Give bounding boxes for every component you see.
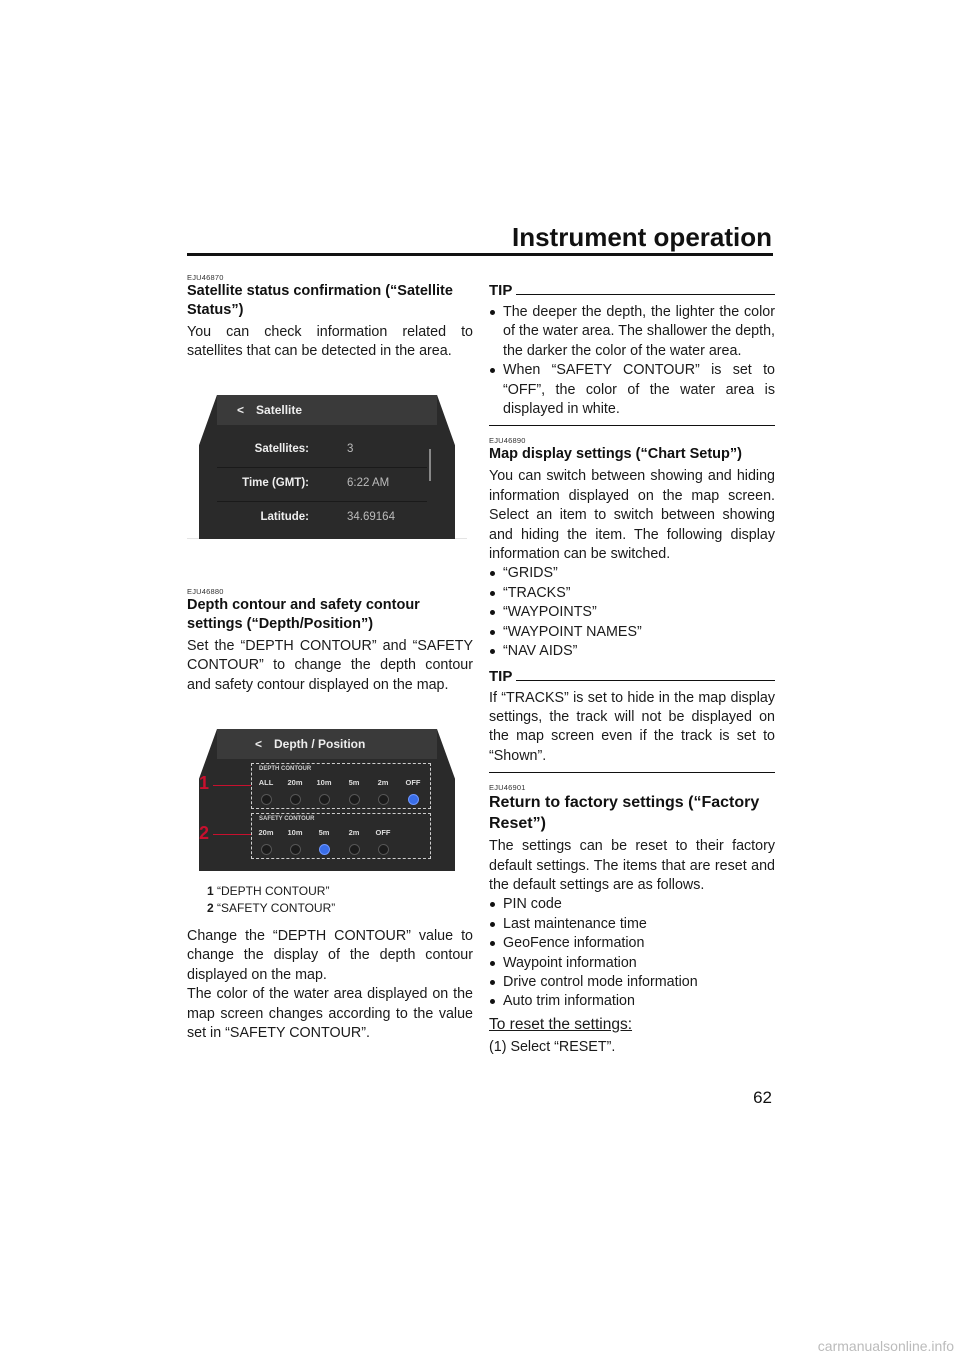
callout-2: 2 xyxy=(199,823,210,844)
section-title-factory-reset: Return to factory settings (“Factory Reset”) xyxy=(489,794,760,833)
depth-radio[interactable] xyxy=(349,794,360,805)
safety-option[interactable]: OFF xyxy=(375,828,391,838)
sat-key: Satellites: xyxy=(254,442,309,455)
section-body-chart-setup: You can switch between showing and hiding information displayed on the map screen. Select an item to switch between showing and hiding the item. The following display information can be switched. xyxy=(489,468,775,563)
depth-radio[interactable] xyxy=(378,794,389,805)
section-title-chart-setup: Map display settings (“Chart Setup”) xyxy=(489,446,742,463)
depth-option[interactable]: 20m xyxy=(287,778,303,788)
sat-value: 6:22 AM xyxy=(347,476,390,489)
section-title-satellite: Satellite status confirmation (“Satellite Status”) xyxy=(187,283,453,318)
factory-reset-list xyxy=(489,895,775,1011)
callout-1-line xyxy=(213,785,251,786)
header-rule xyxy=(187,253,773,256)
depth-contour-label: DEPTH CONTOUR xyxy=(259,766,312,773)
right-column xyxy=(489,282,775,1057)
tip-heading: TIP xyxy=(489,282,775,299)
tip-end-rule xyxy=(489,425,775,426)
safety-option[interactable]: 10m xyxy=(287,828,303,838)
section-title-depth: Depth contour and safety contour settings (“Depth/Position”) xyxy=(187,596,420,632)
section-code: EJU46880 xyxy=(187,586,224,596)
left-column xyxy=(187,273,473,1043)
list-item: “WAYPOINT NAMES” xyxy=(489,623,775,642)
satellite-screen xyxy=(187,395,467,539)
sat-row xyxy=(217,501,427,535)
back-chevron-icon[interactable]: < xyxy=(255,737,263,752)
chart-setup-list xyxy=(489,564,775,661)
page-number: 62 xyxy=(753,1088,772,1107)
list-item: “WAYPOINTS” xyxy=(489,603,775,622)
list-item: GeoFence information xyxy=(489,934,775,953)
sat-value: 3 xyxy=(347,442,354,455)
safety-contour-group xyxy=(251,813,431,859)
watermark: carmanualsonline.info xyxy=(817,1338,954,1354)
callout-2-line xyxy=(213,834,251,835)
procedure-step: (1) Select “RESET”. xyxy=(489,1038,616,1055)
section-code: EJU46870 xyxy=(187,273,224,282)
depth-radio[interactable] xyxy=(261,794,272,805)
page-title: Instrument operation xyxy=(511,222,772,252)
figure-legend xyxy=(207,883,473,917)
legend-item: 2 “SAFETY CONTOUR” xyxy=(207,901,336,916)
depth-screen-figure xyxy=(187,729,467,871)
depth-radio-selected[interactable] xyxy=(408,794,419,805)
tip-list xyxy=(489,303,775,419)
safety-option[interactable]: 2m xyxy=(348,828,360,838)
list-item: “TRACKS” xyxy=(489,584,775,603)
depth-option[interactable]: OFF xyxy=(405,778,421,788)
screen-header xyxy=(217,395,437,425)
depth-option[interactable]: 10m xyxy=(316,778,332,788)
list-item: Drive control mode information xyxy=(489,973,775,992)
bezel-left xyxy=(187,729,217,871)
screen-title: Satellite xyxy=(256,402,303,417)
list-item: “NAV AIDS” xyxy=(489,642,775,661)
tip-body: If “TRACKS” is set to hide in the map display settings, the track will not be displayed on the map screen even if the track is set to “Shown”. xyxy=(489,689,775,764)
depth-option[interactable]: 2m xyxy=(377,778,389,788)
legend-item: 1 “DEPTH CONTOUR” xyxy=(207,884,330,899)
tip-heading: TIP xyxy=(489,668,775,685)
safety-radio[interactable] xyxy=(261,844,272,855)
sat-row xyxy=(217,467,427,501)
depth-screen xyxy=(187,729,467,871)
bezel-right xyxy=(437,395,467,539)
safety-option[interactable]: 20m xyxy=(258,828,274,838)
list-item: Auto trim information xyxy=(489,992,775,1011)
section-body-satellite: You can check information related to satellites that can be detected in the area. xyxy=(187,324,473,360)
paragraph-water-color: The color of the water area displayed on the map screen changes according to the value set in “SAFETY CONTOUR”. xyxy=(187,986,473,1042)
screen-title: Depth / Position xyxy=(274,737,366,752)
bezel-right xyxy=(437,729,467,871)
sat-key: Time (GMT): xyxy=(242,476,309,489)
list-item: When “SAFETY CONTOUR” is set to “OFF”, the color of the water area is displayed in white. xyxy=(489,361,775,419)
depth-radio[interactable] xyxy=(290,794,301,805)
scrollbar[interactable] xyxy=(429,449,431,481)
section-body-depth: Set the “DEPTH CONTOUR” and “SAFETY CONTOUR” to change the depth contour and safety contour displayed on the map. xyxy=(187,637,473,693)
depth-option[interactable]: 5m xyxy=(348,778,360,788)
tip-end-rule xyxy=(489,772,775,773)
satellite-screen-figure xyxy=(187,395,467,539)
callout-1: 1 xyxy=(199,773,210,794)
list-item: Last maintenance time xyxy=(489,915,775,934)
safety-radio[interactable] xyxy=(290,844,301,855)
section-code: EJU46901 xyxy=(489,783,526,793)
list-item: “GRIDS” xyxy=(489,564,775,583)
list-item: The deeper the depth, the lighter the color of the water area. The shallower the depth, the darker the color of the water area. xyxy=(489,303,775,361)
screen-header xyxy=(217,729,437,759)
bezel-left xyxy=(187,395,217,539)
paragraph-depth-change: Change the “DEPTH CONTOUR” value to change the display of the depth contour displayed on the map. xyxy=(187,928,473,983)
list-item: PIN code xyxy=(489,895,775,914)
section-body-factory-reset: The settings can be reset to their factory default settings. The items that are reset and the default settings are as follows. xyxy=(489,838,775,893)
safety-contour-label: SAFETY CONTOUR xyxy=(259,816,315,823)
procedure-heading: To reset the settings: xyxy=(489,1015,633,1033)
depth-radio[interactable] xyxy=(319,794,330,805)
sat-value: 34.69164 xyxy=(347,510,395,523)
depth-option[interactable]: ALL xyxy=(258,778,274,788)
section-code: EJU46890 xyxy=(489,436,526,446)
safety-radio[interactable] xyxy=(378,844,389,855)
sat-row xyxy=(217,433,427,467)
back-chevron-icon[interactable]: < xyxy=(237,402,245,417)
safety-option[interactable]: 5m xyxy=(318,828,330,838)
depth-contour-group xyxy=(251,763,431,809)
list-item: Waypoint information xyxy=(489,954,775,973)
sat-key: Latitude: xyxy=(260,510,309,523)
safety-radio-selected[interactable] xyxy=(319,844,330,855)
safety-radio[interactable] xyxy=(349,844,360,855)
